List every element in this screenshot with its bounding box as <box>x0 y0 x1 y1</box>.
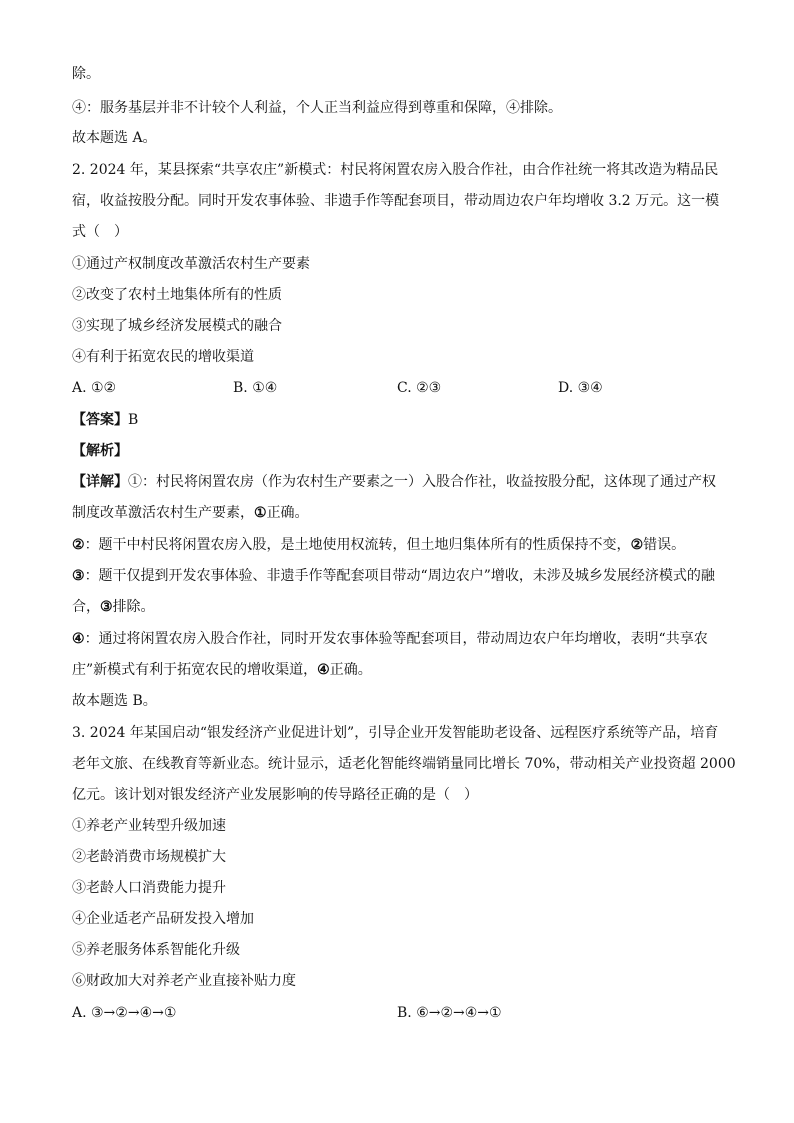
detail-line <box>72 597 732 617</box>
q2-item: ①通过产权制度改革激活农村生产要素 <box>72 256 310 272</box>
q2-answer <box>72 410 732 430</box>
item-marker: ④ <box>72 631 85 647</box>
item-marker: ④ <box>317 662 330 678</box>
q2-item: ④有利于拓宽农民的增收渠道 <box>72 349 254 365</box>
q2-option-c: C. ②③ <box>397 380 442 396</box>
item-marker: ② <box>72 537 85 553</box>
analysis-label: 【解析】 <box>72 443 128 459</box>
detail-verdict: 正确。 <box>329 662 372 678</box>
detail-label: 【详解】 <box>72 474 128 490</box>
q2-option-a: A. ①② <box>72 380 117 396</box>
q3-item: ⑥财政加大对养老产业直接补贴力度 <box>72 973 296 989</box>
q2-stem-line: 宿，收益按股分配。同时开发农事体验、非遗手作等配套项目，带动周边农户年均增收 3.2 万元。这一模 <box>72 193 720 209</box>
item-marker: ① <box>254 505 267 521</box>
detail-line <box>72 503 732 523</box>
detail-verdict: 正确。 <box>266 505 309 521</box>
detail-verdict: 排除。 <box>112 599 155 615</box>
detail-text: 庄”新模式有利于拓宽农民的增收渠道， <box>72 662 318 678</box>
q2-stem-line: 式（ ） <box>72 224 128 240</box>
detail-line <box>72 472 732 492</box>
q3-stem-line: 3. 2024 年某国启动“银发经济产业促进计划”，引导企业开发智能助老设备、远程医疗系统等产品，培育 <box>72 725 719 741</box>
detail-text: 制度改革激活农村生产要素， <box>72 505 254 521</box>
prev-analysis-line: ④：服务基层并非不计较个人利益，个人正当利益应得到尊重和保障，④排除。 <box>72 100 562 116</box>
answer-value: B <box>128 412 139 428</box>
q3-item: ①养老产业转型升级加速 <box>72 818 226 834</box>
detail-text: 合， <box>72 599 100 615</box>
detail-line <box>72 629 732 649</box>
q2-item: ③实现了城乡经济发展模式的融合 <box>72 318 282 334</box>
detail-text: ①：村民将闲置农房（作为农村生产要素之一）入股合作社，收益按股分配，这体现了通过产权 <box>128 474 716 490</box>
item-marker: ② <box>630 537 644 553</box>
q3-stem-line: 老年文旅、在线教育等新业态。统计显示，适老化智能终端销量同比增长 70%，带动相关产业投资超 2000 <box>72 756 736 772</box>
q3-stem-line: 亿元。该计划对银发经济产业发展影响的传导路径正确的是（ ） <box>72 787 478 803</box>
q3-item: ⑤养老服务体系智能化升级 <box>72 942 240 958</box>
q3-option-a: A. ③→②→④→① <box>72 1005 177 1021</box>
q3-option-b: B. ⑥→②→④→① <box>397 1005 502 1021</box>
detail-text: ：题干仅提到开发农事体验、非遗手作等配套项目带动“周边农户”增收，未涉及城乡发展经济模式的融 <box>84 568 715 584</box>
q2-conclusion: 故本题选 B。 <box>72 693 157 709</box>
item-marker: ③ <box>100 599 113 615</box>
item-marker: ③ <box>72 568 85 584</box>
q2-option-d: D. ③④ <box>558 380 603 396</box>
detail-line <box>72 566 732 586</box>
q3-item: ④企业适老产品研发投入增加 <box>72 911 254 927</box>
detail-verdict: 错误。 <box>643 537 686 553</box>
q3-item: ③老龄人口消费能力提升 <box>72 880 226 896</box>
detail-line <box>72 535 732 555</box>
q3-item: ②老龄消费市场规模扩大 <box>72 849 226 865</box>
detail-text: ：题干中村民将闲置农房入股，是土地使用权流转，但土地归集体所有的性质保持不变， <box>84 537 631 553</box>
prev-conclusion: 故本题选 A。 <box>72 130 157 146</box>
q2-option-b: B. ①④ <box>233 380 278 396</box>
prev-analysis-line: 除。 <box>72 66 100 82</box>
detail-text: ：通过将闲置农房入股合作社，同时开发农事体验等配套项目，带动周边农户年均增收，表明“共享农 <box>84 631 708 647</box>
detail-line <box>72 660 732 680</box>
q2-stem-line: 2. 2024 年，某县探索“共享农庄”新模式：村民将闲置农房入股合作社，由合作社统一将其改造为精品民 <box>72 162 719 178</box>
answer-label: 【答案】 <box>72 412 128 428</box>
q2-item: ②改变了农村土地集体所有的性质 <box>72 287 282 303</box>
